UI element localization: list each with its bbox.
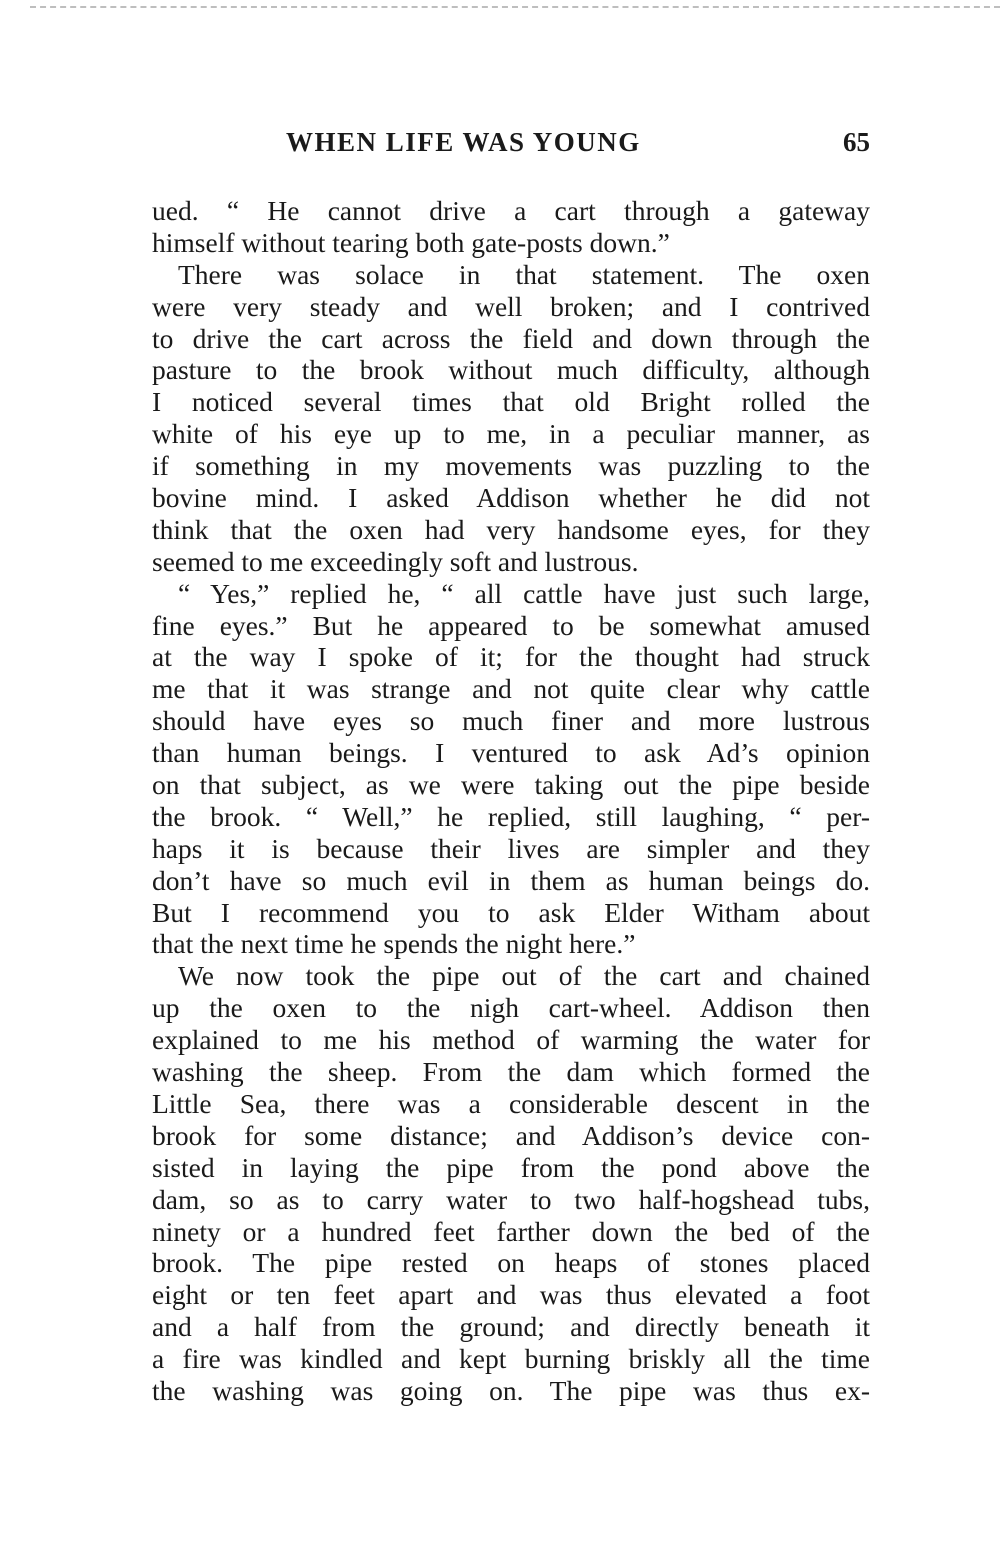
body-text (152, 195, 870, 1407)
text-line: at the way I spoke of it; for the thought had struck (152, 641, 870, 673)
text-line: I noticed several times that old Bright rolled the (152, 386, 870, 418)
text-line: and a half from the ground; and directly beneath it (152, 1311, 870, 1343)
text-line: than human beings. I ventured to ask Ad’s opinion (152, 737, 870, 769)
text-line: bovine mind. I asked Addison whether he did not (152, 482, 870, 514)
text-line: dam, so as to carry water to two half-hogshead tubs, (152, 1183, 870, 1215)
text-line: eight or ten feet apart and was thus elevated a foot (152, 1279, 870, 1311)
text-line: himself without tearing both gate-posts down.” (152, 226, 670, 258)
top-scan-rule (30, 6, 1000, 10)
text-line: to drive the cart across the field and down through the (152, 322, 870, 354)
text-line: if something in my movements was puzzling to the (152, 450, 870, 482)
text-line: me that it was strange and not quite clear why cattle (152, 673, 870, 705)
text-line: white of his eye up to me, in a peculiar manner, as (152, 418, 870, 450)
text-line: that the next time he spends the night here.” (152, 928, 636, 960)
text-line: were very steady and well broken; and I contrived (152, 290, 870, 322)
text-line: sisted in laying the pipe from the pond above the (152, 1151, 870, 1183)
text-line: We now took the pipe out of the cart and chained (178, 960, 870, 992)
text-line: explained to me his method of warming the water for (152, 1024, 870, 1056)
text-line: “ Yes,” replied he, “ all cattle have just such large, (178, 577, 870, 609)
text-line: ninety or a hundred feet farther down the bed of the (152, 1215, 870, 1247)
text-line: fine eyes.” But he appeared to be somewhat amused (152, 609, 870, 641)
text-line: haps it is because their lives are simpler and they (152, 832, 870, 864)
text-line: There was solace in that statement. The oxen (178, 258, 870, 290)
text-line: up the oxen to the nigh cart-wheel. Addison then (152, 992, 870, 1024)
text-line: the washing was going on. The pipe was thus ex- (152, 1374, 870, 1406)
text-line: should have eyes so much finer and more lustrous (152, 705, 870, 737)
text-line: seemed to me exceedingly soft and lustrous. (152, 545, 639, 577)
text-line: brook. The pipe rested on heaps of stones placed (152, 1247, 870, 1279)
running-title: WHEN LIFE WAS YOUNG (286, 127, 641, 157)
text-line: don’t have so much evil in them as human beings do. (152, 864, 870, 896)
text-line: But I recommend you to ask Elder Witham about (152, 896, 870, 928)
text-line: the brook. “ Well,” he replied, still laughing, “ per- (152, 800, 870, 832)
text-line: think that the oxen had very handsome eyes, for they (152, 513, 870, 545)
text-line: ued. “ He cannot drive a cart through a gateway (152, 195, 870, 226)
text-line: a fire was kindled and kept burning briskly all the time (152, 1343, 870, 1375)
text-line: on that subject, as we were taking out the pipe beside (152, 769, 870, 801)
text-line: brook for some distance; and Addison’s device con- (152, 1119, 870, 1151)
page-number: 65 (843, 127, 870, 157)
text-line: washing the sheep. From the dam which formed the (152, 1056, 870, 1088)
text-line: pasture to the brook without much difficulty, although (152, 354, 870, 386)
text-line: Little Sea, there was a considerable descent in the (152, 1087, 870, 1119)
running-head (152, 124, 870, 164)
